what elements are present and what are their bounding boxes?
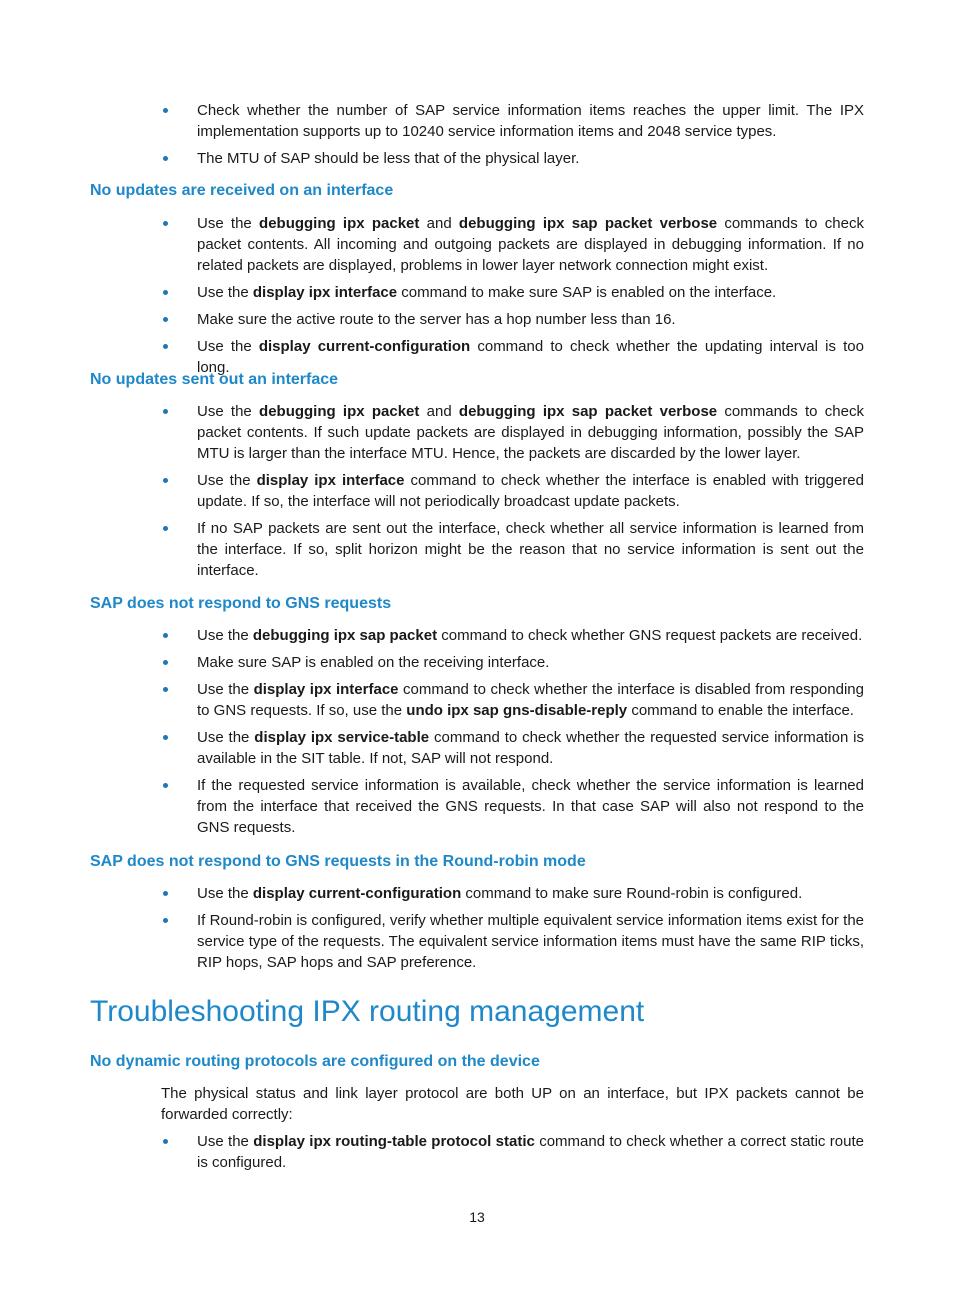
list-item xyxy=(0,470,954,512)
section-heading-sap-gns: SAP does not respond to GNS requests xyxy=(90,595,392,612)
list-item-text xyxy=(197,679,864,721)
section-list-sap-gns-round-robin xyxy=(0,883,954,979)
text-run: If no SAP packets are sent out the interface, check whether all service information is learned from the interface. If so, split horizon might be the reason that no service information is sent out the interface. xyxy=(197,520,864,579)
text-run: command to make sure Round-robin is configured. xyxy=(461,885,803,902)
section-heading-sap-gns-round-robin: SAP does not respond to GNS requests in the Round-robin mode xyxy=(90,853,586,870)
list-item xyxy=(0,282,954,303)
text-run: command to check whether the interface is enabled with triggered update. If so, the interface will not periodically broadcast update packets. xyxy=(197,472,864,510)
text-run: Use the xyxy=(197,627,253,644)
list-item xyxy=(0,727,954,769)
text-run: Use the xyxy=(197,403,260,420)
page-number: 13 xyxy=(469,1209,485,1225)
section-heading-no-updates-sent: No updates sent out an interface xyxy=(90,371,339,388)
list-item xyxy=(0,1131,954,1173)
list-item-text xyxy=(197,282,864,303)
command-name: debugging ipx sap packet verbose xyxy=(458,215,718,232)
text-run: and xyxy=(419,403,459,420)
list-item xyxy=(0,910,954,973)
text-run: Use the xyxy=(197,215,260,232)
list-item xyxy=(0,775,954,838)
text-run: commands to check packet contents. If such update packets are displayed in debugging information, possibly the SAP MTU is larger than the interface MTU. Hence, the packets are discarded by the lower layer. xyxy=(197,403,864,462)
text-run: Use the xyxy=(197,472,257,489)
text-run: Use the xyxy=(197,1133,254,1150)
section-list-sap-gns xyxy=(0,625,954,844)
list-item-text xyxy=(197,1131,864,1173)
text-run: and xyxy=(419,215,459,232)
list-item-text xyxy=(197,148,864,169)
text-run: If Round-robin is configured, verify whether multiple equivalent service information items exist for the service type of the requests. The equivalent service information items must have the same RIP ticks, RIP hops, SAP hops and SAP preference. xyxy=(197,912,864,971)
command-name: display ipx interface xyxy=(253,681,399,698)
list-item-text xyxy=(197,652,864,673)
text-run: Use the xyxy=(197,338,259,355)
list-item xyxy=(0,309,954,330)
list-item-text xyxy=(197,213,864,276)
text-run: Use the xyxy=(197,681,254,698)
list-item xyxy=(0,401,954,464)
list-item xyxy=(0,100,954,142)
section-list-no-updates-sent xyxy=(0,401,954,587)
text-run: Make sure the active route to the server has a hop number less than 16. xyxy=(197,311,676,328)
section-heading-no-dynamic-routing: No dynamic routing protocols are configured on the device xyxy=(90,1053,540,1070)
list-item-text xyxy=(197,309,864,330)
text-run: command to check whether GNS request packets are received. xyxy=(437,627,863,644)
text-run: command to check whether the updating interval is too long. xyxy=(197,338,864,376)
text-run: command to make sure SAP is enabled on the interface. xyxy=(397,284,777,301)
text-run: The MTU of SAP should be less that of the physical layer. xyxy=(197,150,580,167)
list-item-text xyxy=(197,401,864,464)
text-run: Check whether the number of SAP service information items reaches the upper limit. The IPX implementation supports up to 10240 service information items and 2048 service types. xyxy=(197,102,864,140)
list-item-text xyxy=(197,625,864,646)
command-name: display current-configuration xyxy=(252,885,462,902)
list-item-text xyxy=(197,775,864,838)
list-item-text xyxy=(197,727,864,769)
list-item xyxy=(0,679,954,721)
command-name: display ipx service-table xyxy=(254,729,430,746)
section-list-no-dynamic-routing xyxy=(0,1131,954,1179)
command-name: display ipx interface xyxy=(252,284,398,301)
chapter-title: Troubleshooting IPX routing management xyxy=(90,995,645,1028)
text-run: If the requested service information is available, check whether the service information is learned from the interface that received the GNS requests. In that case SAP will also not respond to the GNS requests. xyxy=(197,777,864,836)
list-item xyxy=(0,883,954,904)
list-item-text xyxy=(197,100,864,142)
text-run: command to check whether the interface is disabled from responding to GNS requests. If so, use the xyxy=(197,681,864,719)
list-item xyxy=(0,625,954,646)
list-item xyxy=(0,652,954,673)
text-run: Use the xyxy=(197,729,255,746)
command-name: debugging ipx sap packet verbose xyxy=(458,403,718,420)
section-heading-no-updates-received: No updates are received on an interface xyxy=(90,182,394,199)
text-run: Use the xyxy=(197,885,253,902)
top-bullet-list xyxy=(0,100,954,175)
text-run: command to enable the interface. xyxy=(627,702,854,719)
text-run: Make sure SAP is enabled on the receiving interface. xyxy=(197,654,550,671)
list-item-text xyxy=(197,910,864,973)
text-run: command to check whether a correct static route is configured. xyxy=(197,1133,864,1171)
command-name: display ipx routing-table protocol static xyxy=(253,1133,535,1150)
section-list-no-updates-received xyxy=(0,213,954,384)
command-name: debugging ipx packet xyxy=(259,403,420,420)
list-item xyxy=(0,518,954,581)
command-name: display ipx interface xyxy=(256,472,405,489)
text-run: command to check whether the requested service information is available in the SIT table. If not, SAP will not respond. xyxy=(197,729,864,767)
command-name: debugging ipx sap packet xyxy=(252,627,438,644)
list-item-text xyxy=(197,518,864,581)
list-item-text xyxy=(197,470,864,512)
text-run: commands to check packet contents. All incoming and outgoing packets are displayed in debugging information. If no related packets are displayed, problems in lower layer network connection might exist. xyxy=(197,215,864,274)
list-item-text xyxy=(197,883,864,904)
list-item xyxy=(0,148,954,169)
section-intro-paragraph: The physical status and link layer protocol are both UP on an interface, but IPX packets cannot be forwarded correctly: xyxy=(161,1085,864,1123)
command-name: undo ipx sap gns-disable-reply xyxy=(406,702,628,719)
command-name: debugging ipx packet xyxy=(259,215,420,232)
list-item xyxy=(0,213,954,276)
command-name: display current-configuration xyxy=(258,338,471,355)
text-run: Use the xyxy=(197,284,253,301)
